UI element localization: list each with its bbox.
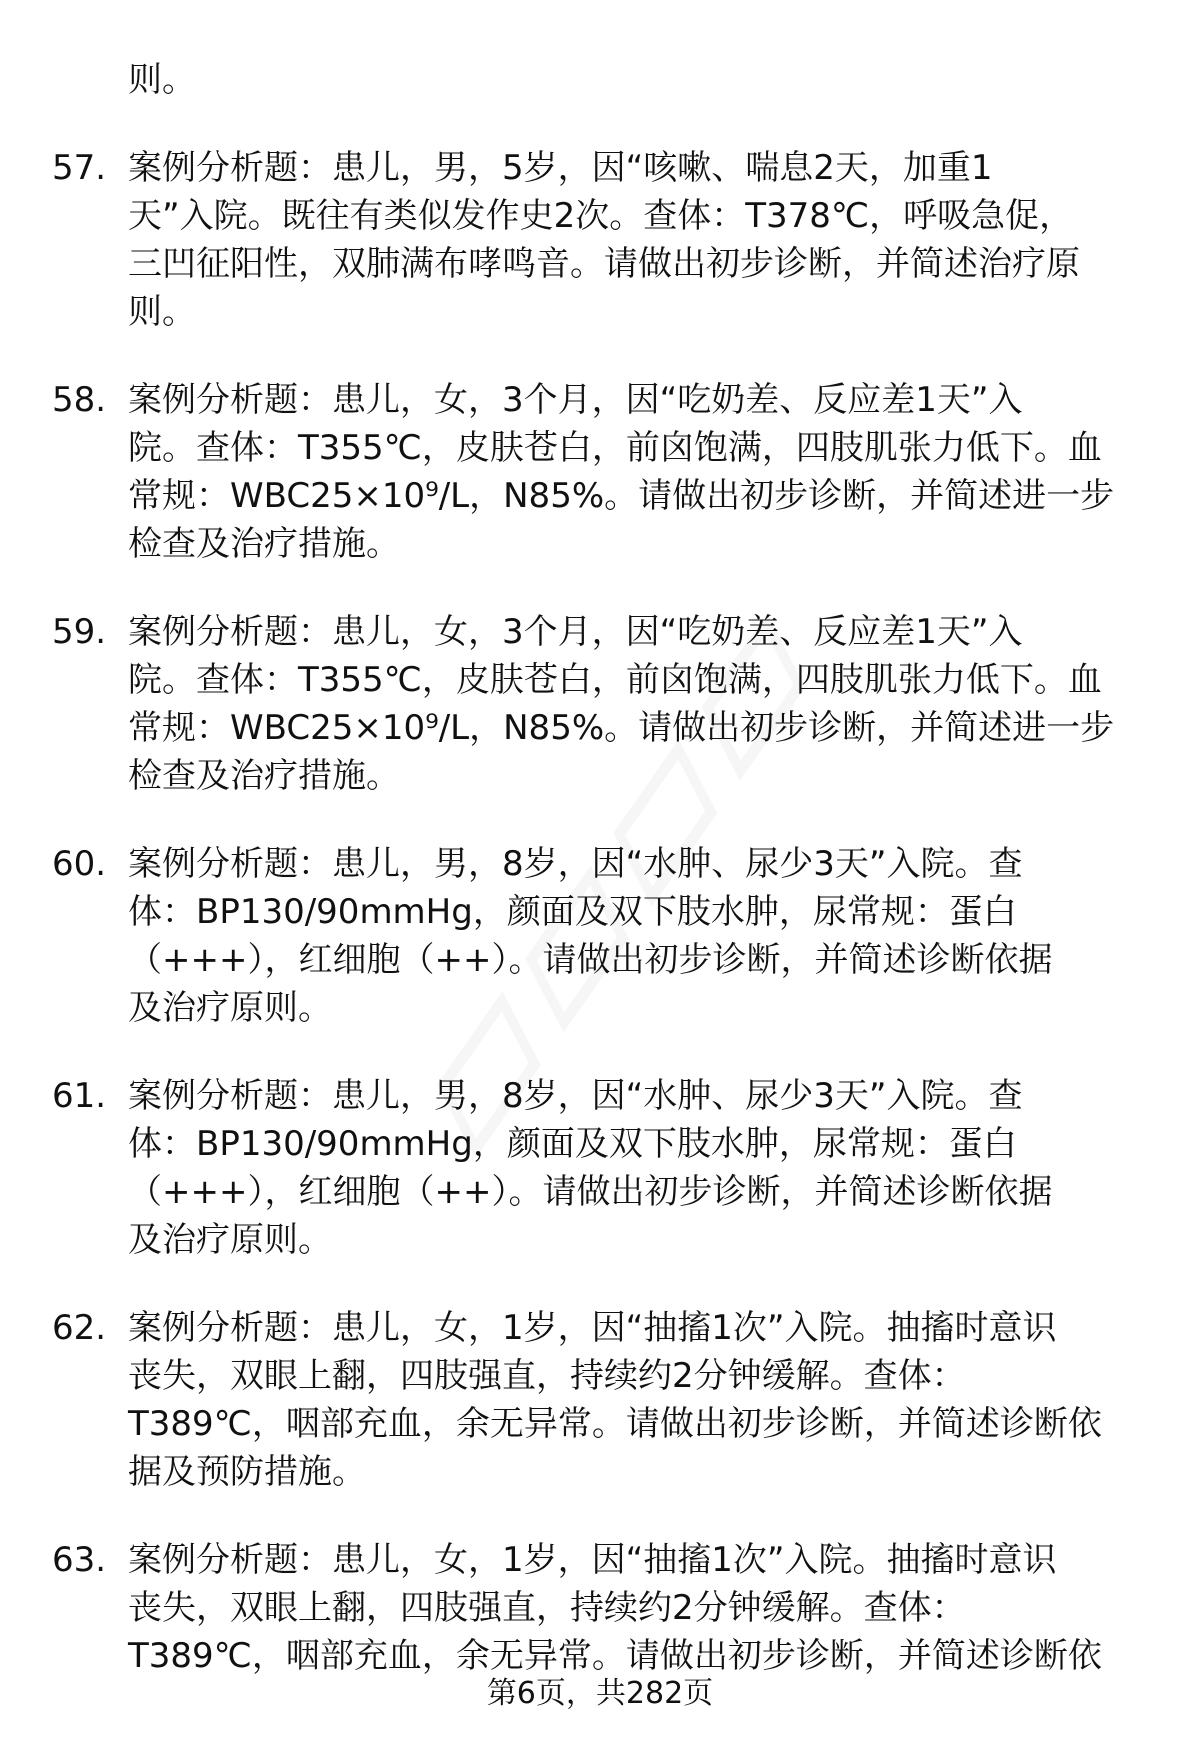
question-list bbox=[0, 144, 1200, 1680]
question-text-line: 丧失，双眼上翻，四肢强直，持续约2分钟缓解。查体： bbox=[128, 1356, 966, 1396]
question-text-line: 检查及治疗措施。 bbox=[128, 756, 400, 796]
continued-text: 则。 bbox=[128, 60, 196, 100]
question-text-line: 院。查体：T355℃，皮肤苍白，前囟饱满，四肢肌张力低下。血 bbox=[128, 428, 1102, 468]
question-text-line: 案例分析题：患儿，男，8岁，因“水肿、尿少3天”入院。查 bbox=[128, 844, 1023, 884]
question-text-line: 三凹征阳性，双肺满布哮鸣音。请做出初步诊断，并简述治疗原 bbox=[128, 244, 1080, 284]
question-text-line: 及治疗原则。 bbox=[128, 988, 332, 1028]
question-text-line: 体：BP130/90mmHg，颜面及双下肢水肿，尿常规：蛋白 bbox=[128, 892, 1017, 932]
question-text-line: 常规：WBC25×10⁹/L，N85%。请做出初步诊断，并简述进一步 bbox=[128, 476, 1115, 516]
question-number: 58. bbox=[52, 380, 107, 420]
question-item bbox=[0, 1304, 1200, 1496]
question-text-line: 案例分析题：患儿，女，1岁，因“抽搐1次”入院。抽搐时意识 bbox=[128, 1308, 1057, 1348]
page-content bbox=[0, 56, 1200, 1680]
question-text-line: 体：BP130/90mmHg，颜面及双下肢水肿，尿常规：蛋白 bbox=[128, 1124, 1017, 1164]
question-item bbox=[0, 1072, 1200, 1264]
question-item bbox=[0, 1536, 1200, 1680]
question-text-line: 检查及治疗措施。 bbox=[128, 524, 400, 564]
question-text-line: 丧失，双眼上翻，四肢强直，持续约2分钟缓解。查体： bbox=[128, 1588, 966, 1628]
question-text-line: 则。 bbox=[128, 292, 196, 332]
question-number: 57. bbox=[52, 148, 107, 188]
page-number: 第6页，共282页 bbox=[486, 1676, 714, 1711]
question-text-line: 据及预防措施。 bbox=[128, 1452, 366, 1492]
question-number: 62. bbox=[52, 1308, 107, 1348]
question-text-line: （+++），红细胞（++）。请做出初步诊断，并简述诊断依据 bbox=[128, 1172, 1053, 1212]
question-item bbox=[0, 376, 1200, 568]
question-item bbox=[0, 608, 1200, 800]
question-number: 59. bbox=[52, 612, 107, 652]
question-text-line: （+++），红细胞（++）。请做出初步诊断，并简述诊断依据 bbox=[128, 940, 1053, 980]
question-number: 61. bbox=[52, 1076, 107, 1116]
question-text-line: T389℃，咽部充血，余无异常。请做出初步诊断，并简述诊断依 bbox=[128, 1404, 1102, 1444]
question-number: 60. bbox=[52, 844, 107, 884]
question-text-line: 案例分析题：患儿，男，5岁，因“咳嗽、喘息2天，加重1 bbox=[128, 148, 993, 188]
question-text-line: 院。查体：T355℃，皮肤苍白，前囟饱满，四肢肌张力低下。血 bbox=[128, 660, 1102, 700]
question-text-line: 案例分析题：患儿，女，3个月，因“吃奶差、反应差1天”入 bbox=[128, 380, 1023, 420]
question-text-line: T389℃，咽部充血，余无异常。请做出初步诊断，并简述诊断依 bbox=[128, 1636, 1102, 1676]
question-text-line: 常规：WBC25×10⁹/L，N85%。请做出初步诊断，并简述进一步 bbox=[128, 708, 1115, 748]
question-text-line: 案例分析题：患儿，女，1岁，因“抽搐1次”入院。抽搐时意识 bbox=[128, 1540, 1057, 1580]
question-text-line: 及治疗原则。 bbox=[128, 1220, 332, 1260]
question-item bbox=[0, 144, 1200, 336]
question-text-line: 天”入院。既往有类似发作史2次。查体：T378℃，呼吸急促， bbox=[128, 196, 1074, 236]
question-number: 63. bbox=[52, 1540, 107, 1580]
question-text-line: 案例分析题：患儿，男，8岁，因“水肿、尿少3天”入院。查 bbox=[128, 1076, 1023, 1116]
question-item bbox=[0, 840, 1200, 1032]
question-text-line: 案例分析题：患儿，女，3个月，因“吃奶差、反应差1天”入 bbox=[128, 612, 1023, 652]
